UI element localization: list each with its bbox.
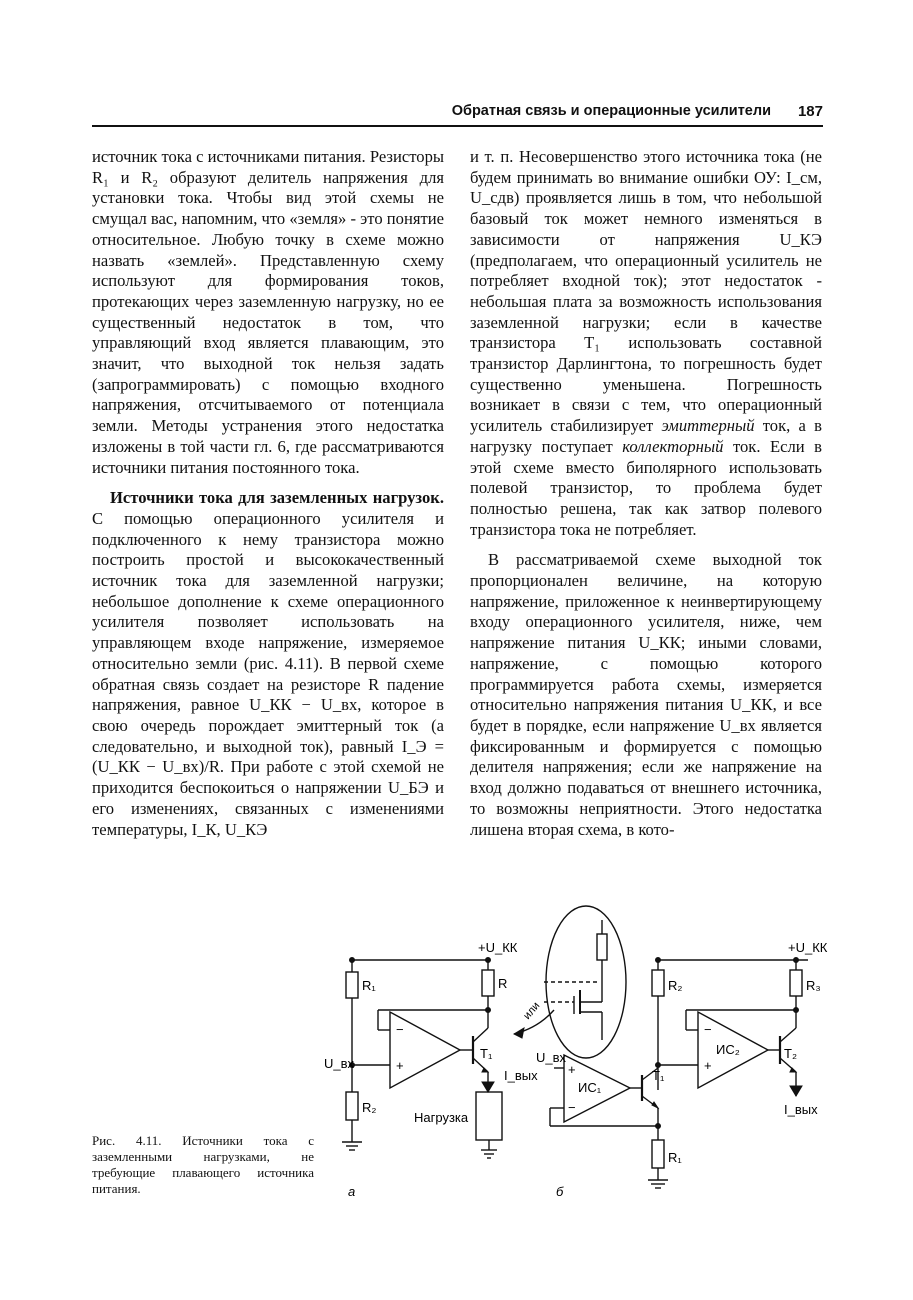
plus-sign-b2: + (704, 1058, 712, 1073)
plus-sign-b1: + (568, 1062, 576, 1077)
input-label-b: U_вх (536, 1050, 567, 1065)
load-label: Нагрузка (414, 1110, 469, 1125)
ic2-label: ИС₂ (716, 1042, 740, 1057)
right-column (470, 147, 822, 840)
ic1-label: ИС₁ (578, 1080, 602, 1095)
emphasis-collector: коллекторный (622, 436, 724, 456)
emphasis-emitter: эмиттерный (661, 416, 755, 436)
r2-label-b: R₂ (668, 978, 683, 993)
output-label-a: I_вых (504, 1068, 538, 1083)
t1-label-b: T₁ (652, 1068, 665, 1083)
minus-sign-b2: − (704, 1022, 712, 1037)
left-paragraph-2 (92, 488, 444, 840)
supply-label-b: +U_КК (788, 940, 828, 955)
output-label-b: I_вых (784, 1102, 818, 1117)
left-paragraph-2-body: С помощью операционного усилителя и подключенного к нему транзистора можно построить простой и высококачественный источник тока для заземленной нагрузки; небольшое дополнение к схеме операционного усилителя позволяет использовать на управляющем входе напряжение, измеряемое относительно земли (рис. 4.11). В первой схеме обратная связь создает на резисторе R падение напряжения, равное U_КК − U_вх, которое в свою очередь порождает эмиттерный ток (а следовательно, и выходной ток), равный I_Э = (U_КК − U_вх)/R. При работе с этой схемой не приходится беспокоиться о напряжении U_БЭ и его изменениях, связанных с изменениями температуры, I_К, U_КЭ (92, 508, 444, 839)
t1-label-a: T₁ (480, 1046, 493, 1061)
circuit-figure (318, 900, 838, 1210)
figure-label-a: а (348, 1184, 356, 1199)
plus-sign-a: + (396, 1058, 404, 1073)
minus-sign-a: − (396, 1022, 404, 1037)
running-header (92, 103, 823, 127)
figure-caption: Рис. 4.11. Источники тока с заземленными нагрузками, не требующие плавающего источника питания. (92, 1133, 314, 1196)
right-paragraph-2: В рассматриваемой схеме выходной ток пропорционален величине, на которую напряжение, приложенное к неинвертирующему входу операционного усилителя, ниже, чем напряжение питания U_КК; иными словами, напряжение, с помощью которого программируется работа схемы, измеряется относительно напряжения питания U_КК, и все будет в порядке, если напряжение U_вх является фиксированным и формируется с помощью делителя напряжения; если же напряжение на вход должно подаваться от внешнего источника, то возможны неприятности. Этого недостатка лишена вторая схема, в кото- (470, 550, 822, 839)
t2-label: T₂ (784, 1046, 797, 1061)
supply-label-a: +U_КК (478, 940, 518, 955)
r-label-a: R (498, 976, 508, 991)
r1-label-a: R₁ (362, 978, 376, 993)
input-label-a: U_вх (324, 1056, 355, 1071)
r3-label-b: R₃ (806, 978, 821, 993)
or-label: или (521, 999, 543, 1022)
figure-label-b: б (556, 1184, 564, 1199)
minus-sign-b1: − (568, 1100, 576, 1115)
right-paragraph-1-text-b: ток, а в нагрузку поступает (470, 416, 823, 456)
left-paragraph-1: источник тока с источниками питания. Резисторы R₁ и R₂ образуют делитель напряжения для установки тока. Чтобы вид этой схемы не смущал вас, напомним, что «земля» - это понятие относительное. Любую точку в схеме можно назвать «землей». Представленную схему используют для формирования токов, протекающих через заземленную нагрузку, но ее существенный недостаток в том, что управляющий вход является плавающим, это значит, что выходной ток нельзя задать (запрограммировать) с помощью входного напряжения, отсчитываемого от потенциала земли. Методы устранения этого недостатка изложены в той части гл. 6, где рассматриваются источники питания постоянного тока. (92, 147, 445, 477)
left-column (92, 147, 444, 840)
section-heading: Источники тока для заземленных нагрузок. (110, 488, 444, 508)
right-paragraph-1 (470, 147, 822, 540)
r1-label-b: R₁ (668, 1150, 682, 1165)
right-paragraph-1-text-c: ток. Если в этой схеме вместо биполярного использовать полевой транзистор, то проблема будет полностью решена, так как затвор полевого транзистора тока не потребляет. (470, 436, 822, 539)
running-title: Обратная связь и операционные усилители (451, 103, 771, 119)
right-paragraph-1-text-a: и т. п. Несовершенство этого источника тока (не будем принимать во внимание ошибки ОУ: I_см, U_сдв) проявляется лишь в том, что небольшой базовый ток может немного изменяться в зависимости от напряжения U_КЭ (предполагаем, что операционный усилитель не потребляет входной ток); этот недостаток - небольшая плата за возможность использования заземленной нагрузки; если в качестве транзистора T₁ использовать составной транзистор Дарлингтона, то погрешность будет существенно уменьшена. Погрешность возникает в связи с тем, что операционный усилитель стабилизирует (470, 147, 822, 436)
r2-label-a: R₂ (362, 1100, 377, 1115)
page-number: 187 (797, 103, 823, 120)
